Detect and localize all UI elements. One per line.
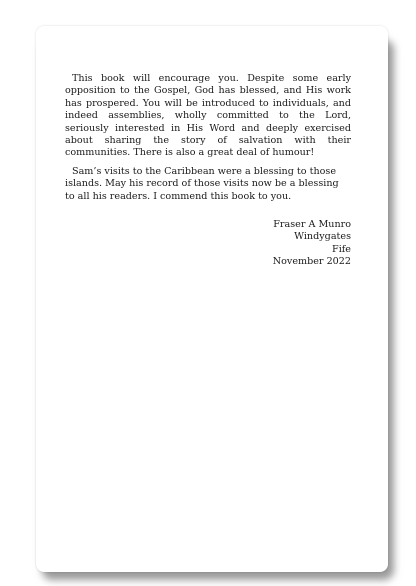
body-paragraph-2: Sam’s visits to the Caribbean were a blessing to those islands. May his record of those visits now be a blessing to all his readers. I commend this book to you. xyxy=(65,165,339,202)
document-page xyxy=(36,26,388,572)
page-content xyxy=(65,73,351,269)
signature-block xyxy=(65,219,351,269)
body-paragraph-1: This book will encourage you. Despite some early opposition to the Gospel, God has blessed, and His work has prospered. You will be introduced to individuals, and indeed assemblies, wholly committed to the Lord, seriously interested in His Word and deeply exercised about sharing the story of salvation with their communities. There is also a great deal of humour! xyxy=(65,73,351,159)
signature-date: November 2022 xyxy=(272,256,351,268)
signature-name: Fraser A Munro xyxy=(273,219,351,231)
signature-region: Fife xyxy=(332,243,351,255)
signature-place: Windygates xyxy=(294,231,351,243)
